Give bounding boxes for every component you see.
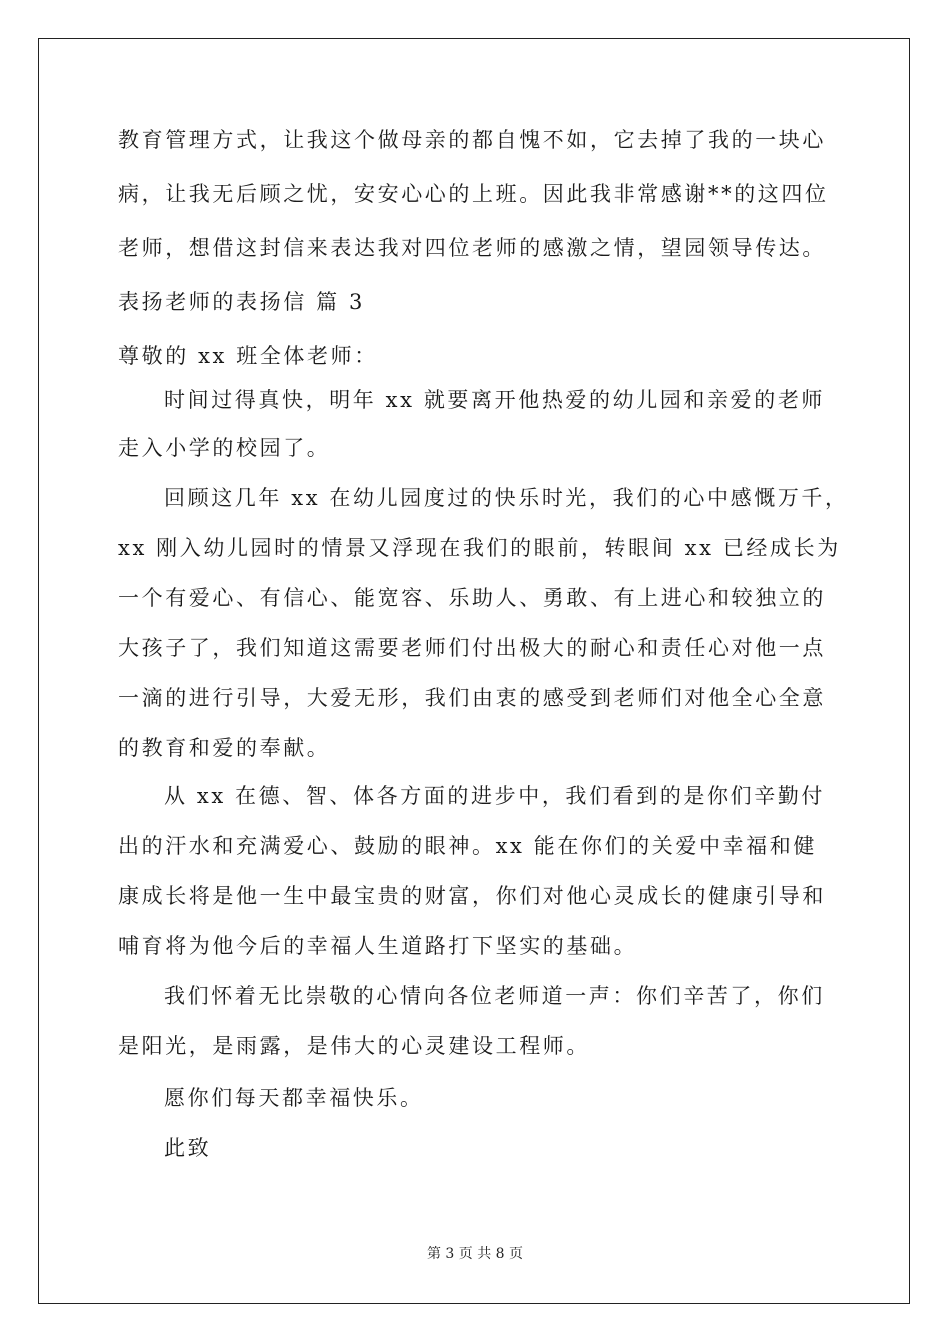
- text-line: 一个有爱心、有信心、能宽容、乐助人、勇敢、有上进心和较独立的: [118, 586, 826, 610]
- text-line: 康成长将是他一生中最宝贵的财富，你们对他心灵成长的健康引导和: [118, 884, 826, 908]
- paragraph-line: 我们怀着无比崇敬的心情向各位老师道一声：你们辛苦了，你们: [164, 984, 825, 1008]
- page-border: [38, 38, 910, 1304]
- salutation: 尊敬的 xx 班全体老师：: [118, 344, 378, 368]
- closing-line: 此致: [164, 1136, 212, 1160]
- text-line: xx 刚入幼儿园时的情景又浮现在我们的眼前，转眼间 xx 已经成长为: [118, 536, 841, 560]
- paragraph-line: 时间过得真快，明年 xx 就要离开他热爱的幼儿园和亲爱的老师: [164, 388, 826, 412]
- text-line: 病，让我无后顾之忧，安安心心的上班。因此我非常感谢**的这四位: [118, 182, 829, 206]
- text-line: 老师，想借这封信来表达我对四位老师的感激之情，望园领导传达。: [118, 236, 826, 260]
- text-line: 是阳光，是雨露，是伟大的心灵建设工程师。: [118, 1034, 590, 1058]
- text-line: 的教育和爱的奉献。: [118, 736, 331, 760]
- text-line: 大孩子了，我们知道这需要老师们付出极大的耐心和责任心对他一点: [118, 636, 826, 660]
- paragraph-line: 愿你们每天都幸福快乐。: [164, 1086, 424, 1110]
- page-number: 第 3 页 共 8 页: [426, 1246, 524, 1262]
- paragraph-line: 从 xx 在德、智、体各方面的进步中，我们看到的是你们辛勤付: [164, 784, 826, 808]
- paragraph-line: 回顾这几年 xx 在幼儿园度过的快乐时光，我们的心中感慨万千，: [164, 486, 849, 510]
- text-line: 出的汗水和充满爱心、鼓励的眼神。xx 能在你们的关爱中幸福和健: [118, 834, 817, 858]
- text-line: 教育管理方式，让我这个做母亲的都自愧不如，它去掉了我的一块心: [118, 128, 826, 152]
- text-line: 一滴的进行引导，大爱无形，我们由衷的感受到老师们对他全心全意: [118, 686, 826, 710]
- text-line: 走入小学的校园了。: [118, 436, 331, 460]
- section-heading: 表扬老师的表扬信 篇 3: [118, 290, 365, 314]
- text-line: 哺育将为他今后的幸福人生道路打下坚实的基础。: [118, 934, 638, 958]
